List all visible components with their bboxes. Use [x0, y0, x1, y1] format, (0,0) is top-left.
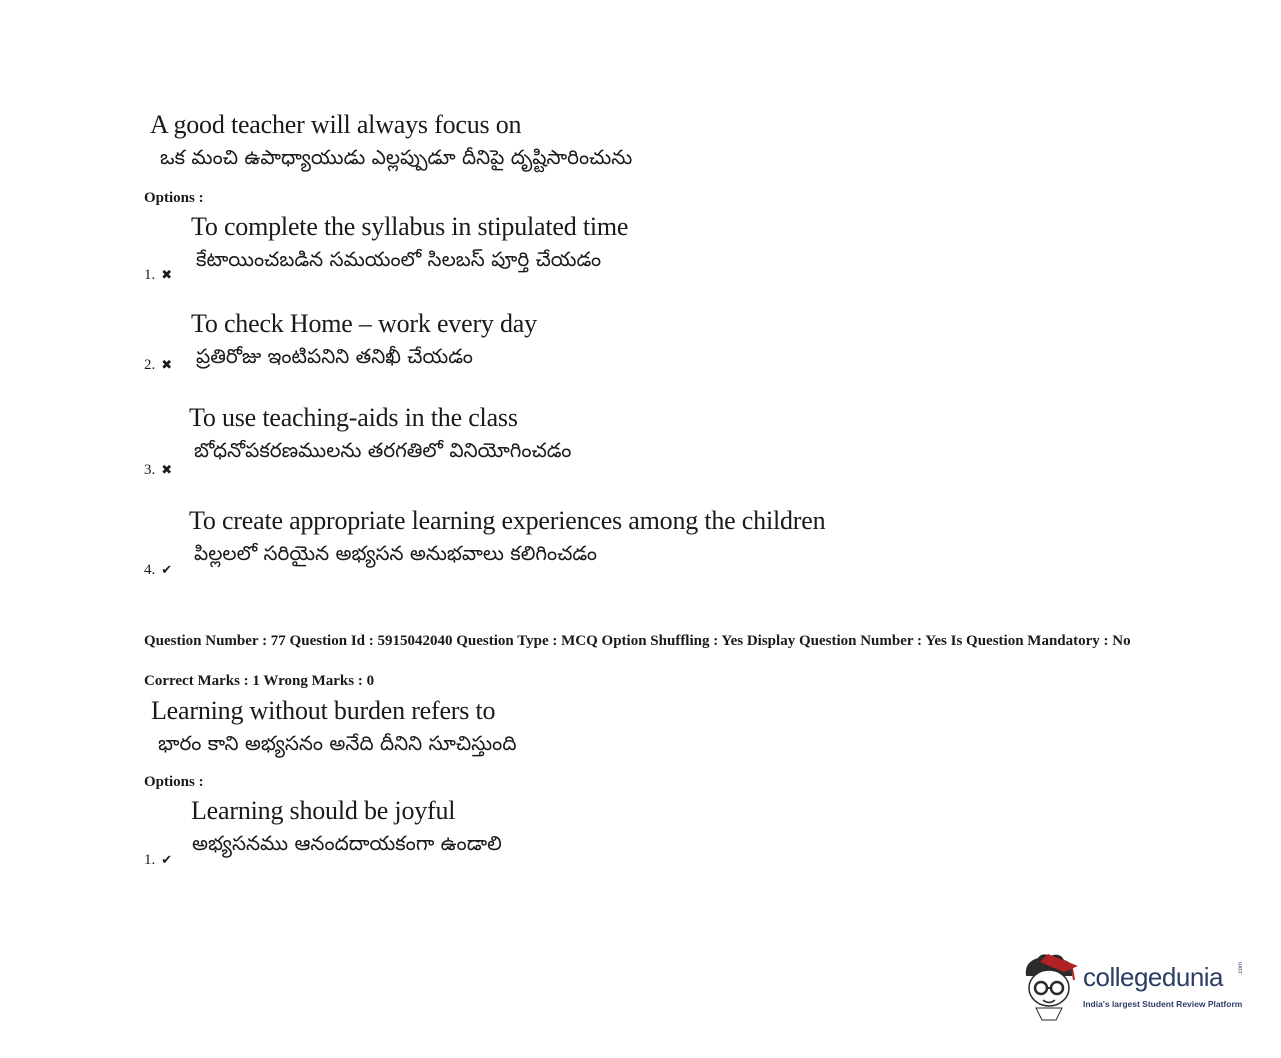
question-text-te: భారం కాని అభ్యసనం అనేది దీనిని సూచిస్తుంది: [158, 731, 517, 755]
check-icon: ✔: [161, 853, 173, 868]
option-text-en: To use teaching-aids in the class: [189, 403, 518, 432]
option-text-en: To check Home – work every day: [191, 309, 537, 338]
question-text-en: A good teacher will always focus on: [150, 110, 522, 139]
marks-info: Correct Marks : 1 Wrong Marks : 0: [144, 673, 375, 689]
option-number-label: 2.: [144, 357, 156, 373]
option-number-label: 1.: [144, 267, 156, 283]
cross-icon: ✖: [161, 463, 173, 478]
cross-icon: ✖: [161, 358, 173, 373]
option-number: [144, 852, 172, 869]
check-icon: ✔: [161, 563, 173, 578]
option-number: [144, 267, 172, 284]
option-number-label: 3.: [144, 462, 156, 478]
option-text-en: To complete the syllabus in stipulated time: [191, 212, 629, 241]
question-text-te: ఒక మంచి ఉపాధ్యాయుడు ఎల్లప్పుడూ దీనిపై దృష్టిసారించును: [160, 145, 633, 169]
options-label: Options :: [144, 774, 204, 790]
options-label: Options :: [144, 190, 204, 206]
option-number: [144, 357, 172, 374]
option-number-label: 1.: [144, 852, 156, 868]
question-meta: Question Number : 77 Question Id : 5915042040 Question Type : MCQ Option Shuffling : Yes Display Question Number : Yes Is Question Mandatory : No: [144, 633, 1131, 649]
question-text-en: Learning without burden refers to: [151, 696, 496, 725]
collegedunia-logo: [1020, 950, 1260, 1022]
option-text-te: అభ్యసనము ఆనందదాయకంగా ఉండాలి: [192, 831, 502, 855]
option-text-te: బోధనోపకరణములను తరగతిలో వినియోగించడం: [194, 438, 572, 462]
logo-tagline: India's largest Student Review Platform: [1083, 999, 1243, 1009]
option-text-en: Learning should be joyful: [191, 796, 456, 825]
option-number: [144, 562, 172, 579]
option-number-label: 4.: [144, 562, 156, 578]
option-text-te: కేటాయించబడిన సమయంలో సిలబస్ పూర్తి చేయడం: [196, 247, 602, 271]
logo-dotcom: .com: [1238, 961, 1244, 975]
logo-wordmark: collegedunia: [1083, 962, 1224, 992]
mascot-icon: [1020, 950, 1080, 1022]
option-text-te: ప్రతిరోజు ఇంటిపనిని తనిఖీ చేయడం: [196, 344, 473, 368]
cross-icon: ✖: [161, 268, 173, 283]
option-text-te: పిల్లలలో సరియైన అభ్యసన అనుభవాలు కలిగించడం: [194, 541, 598, 565]
option-text-en: To create appropriate learning experiences among the children: [189, 506, 826, 535]
option-number: [144, 462, 172, 479]
